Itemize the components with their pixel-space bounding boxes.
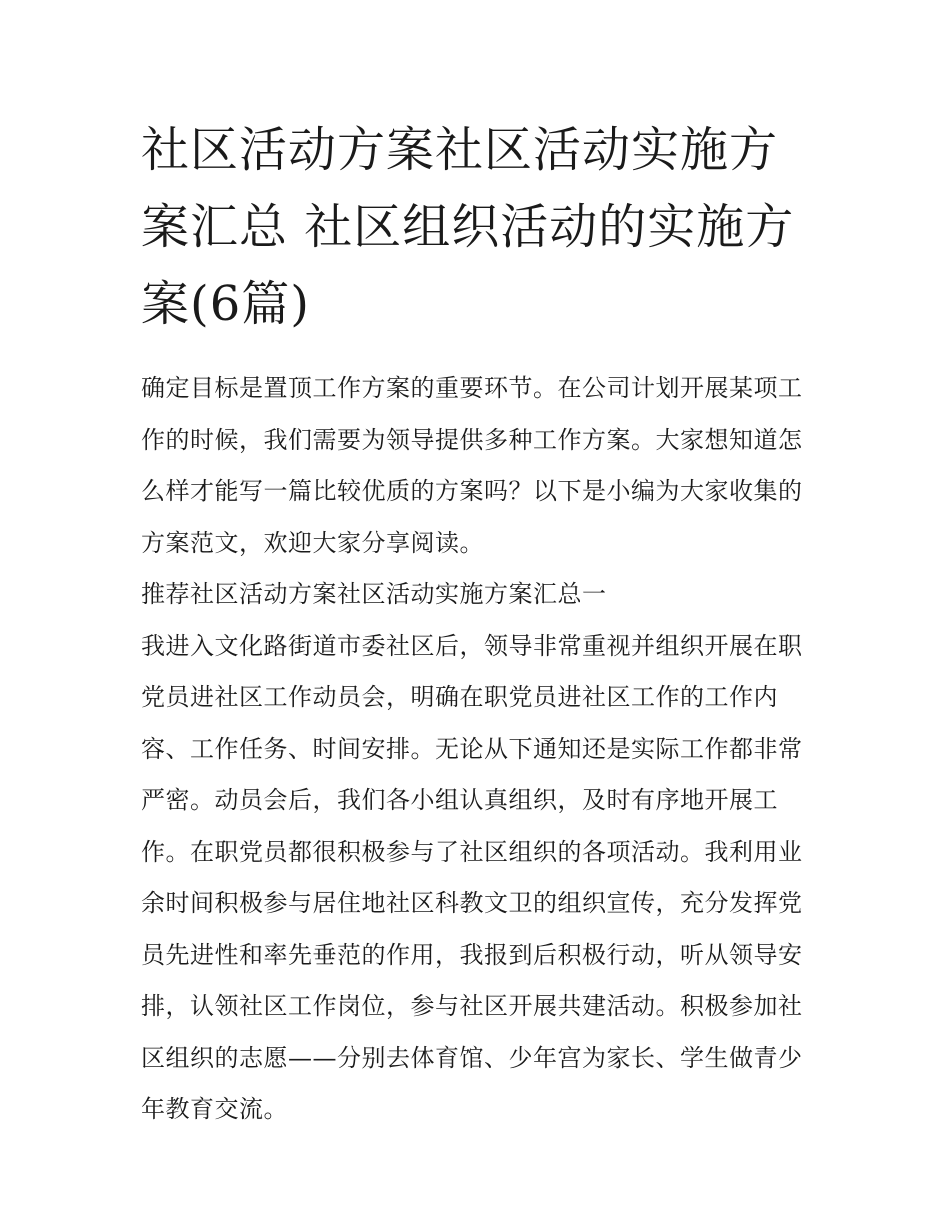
text-line: 党员进社区工作动员会，明确在职党员进社区工作的工作内 [141, 683, 778, 711]
text-line: 作的时候，我们需要为领导提供多种工作方案。大家想知道怎 [141, 425, 803, 454]
text-line: 方案范文，欢迎大家分享阅读。 [141, 528, 484, 557]
body-paragraph [141, 621, 813, 1136]
text-line: 严密。动员会后，我们各小组认真组织，及时有序地开展工 [141, 786, 778, 814]
text-line: 区组织的志愿——分别去体育馆、少年宫为家长、学生做青少 [141, 1043, 803, 1072]
title-line: 案汇总 社区组织活动的实施方 [141, 199, 795, 255]
title-line: 案(6篇) [141, 276, 310, 332]
text-line: 余时间积极参与居住地社区科教文卫的组织宣传，充分发挥党 [141, 889, 803, 917]
text-line: 么样才能写一篇比较优质的方案吗？以下是小编为大家收集的 [141, 477, 803, 505]
document-content [141, 112, 813, 1136]
text-line: 确定目标是置顶工作方案的重要环节。在公司计划开展某项工 [141, 374, 803, 402]
text-line: 作。在职党员都很积极参与了社区组织的各项活动。我利用业 [141, 837, 803, 866]
title-line: 社区活动方案社区活动实施方 [141, 122, 779, 178]
text-line: 我进入文化路街道市委社区后，领导非常重视并组织开展在职 [141, 631, 803, 660]
document-body [141, 363, 813, 1136]
text-line: 容、工作任务、时间安排。无论从下通知还是实际工作都非常 [141, 734, 803, 763]
document-title [141, 112, 813, 343]
text-line: 推荐社区活动方案社区活动实施方案汇总一 [141, 580, 607, 608]
section-heading [141, 569, 813, 621]
intro-paragraph [141, 363, 813, 569]
text-line: 年教育交流。 [141, 1095, 288, 1123]
text-line: 排，认领社区工作岗位，参与社区开展共建活动。积极参加社 [141, 992, 803, 1020]
text-line: 员先进性和率先垂范的作用，我报到后积极行动，听从领导安 [141, 940, 803, 969]
